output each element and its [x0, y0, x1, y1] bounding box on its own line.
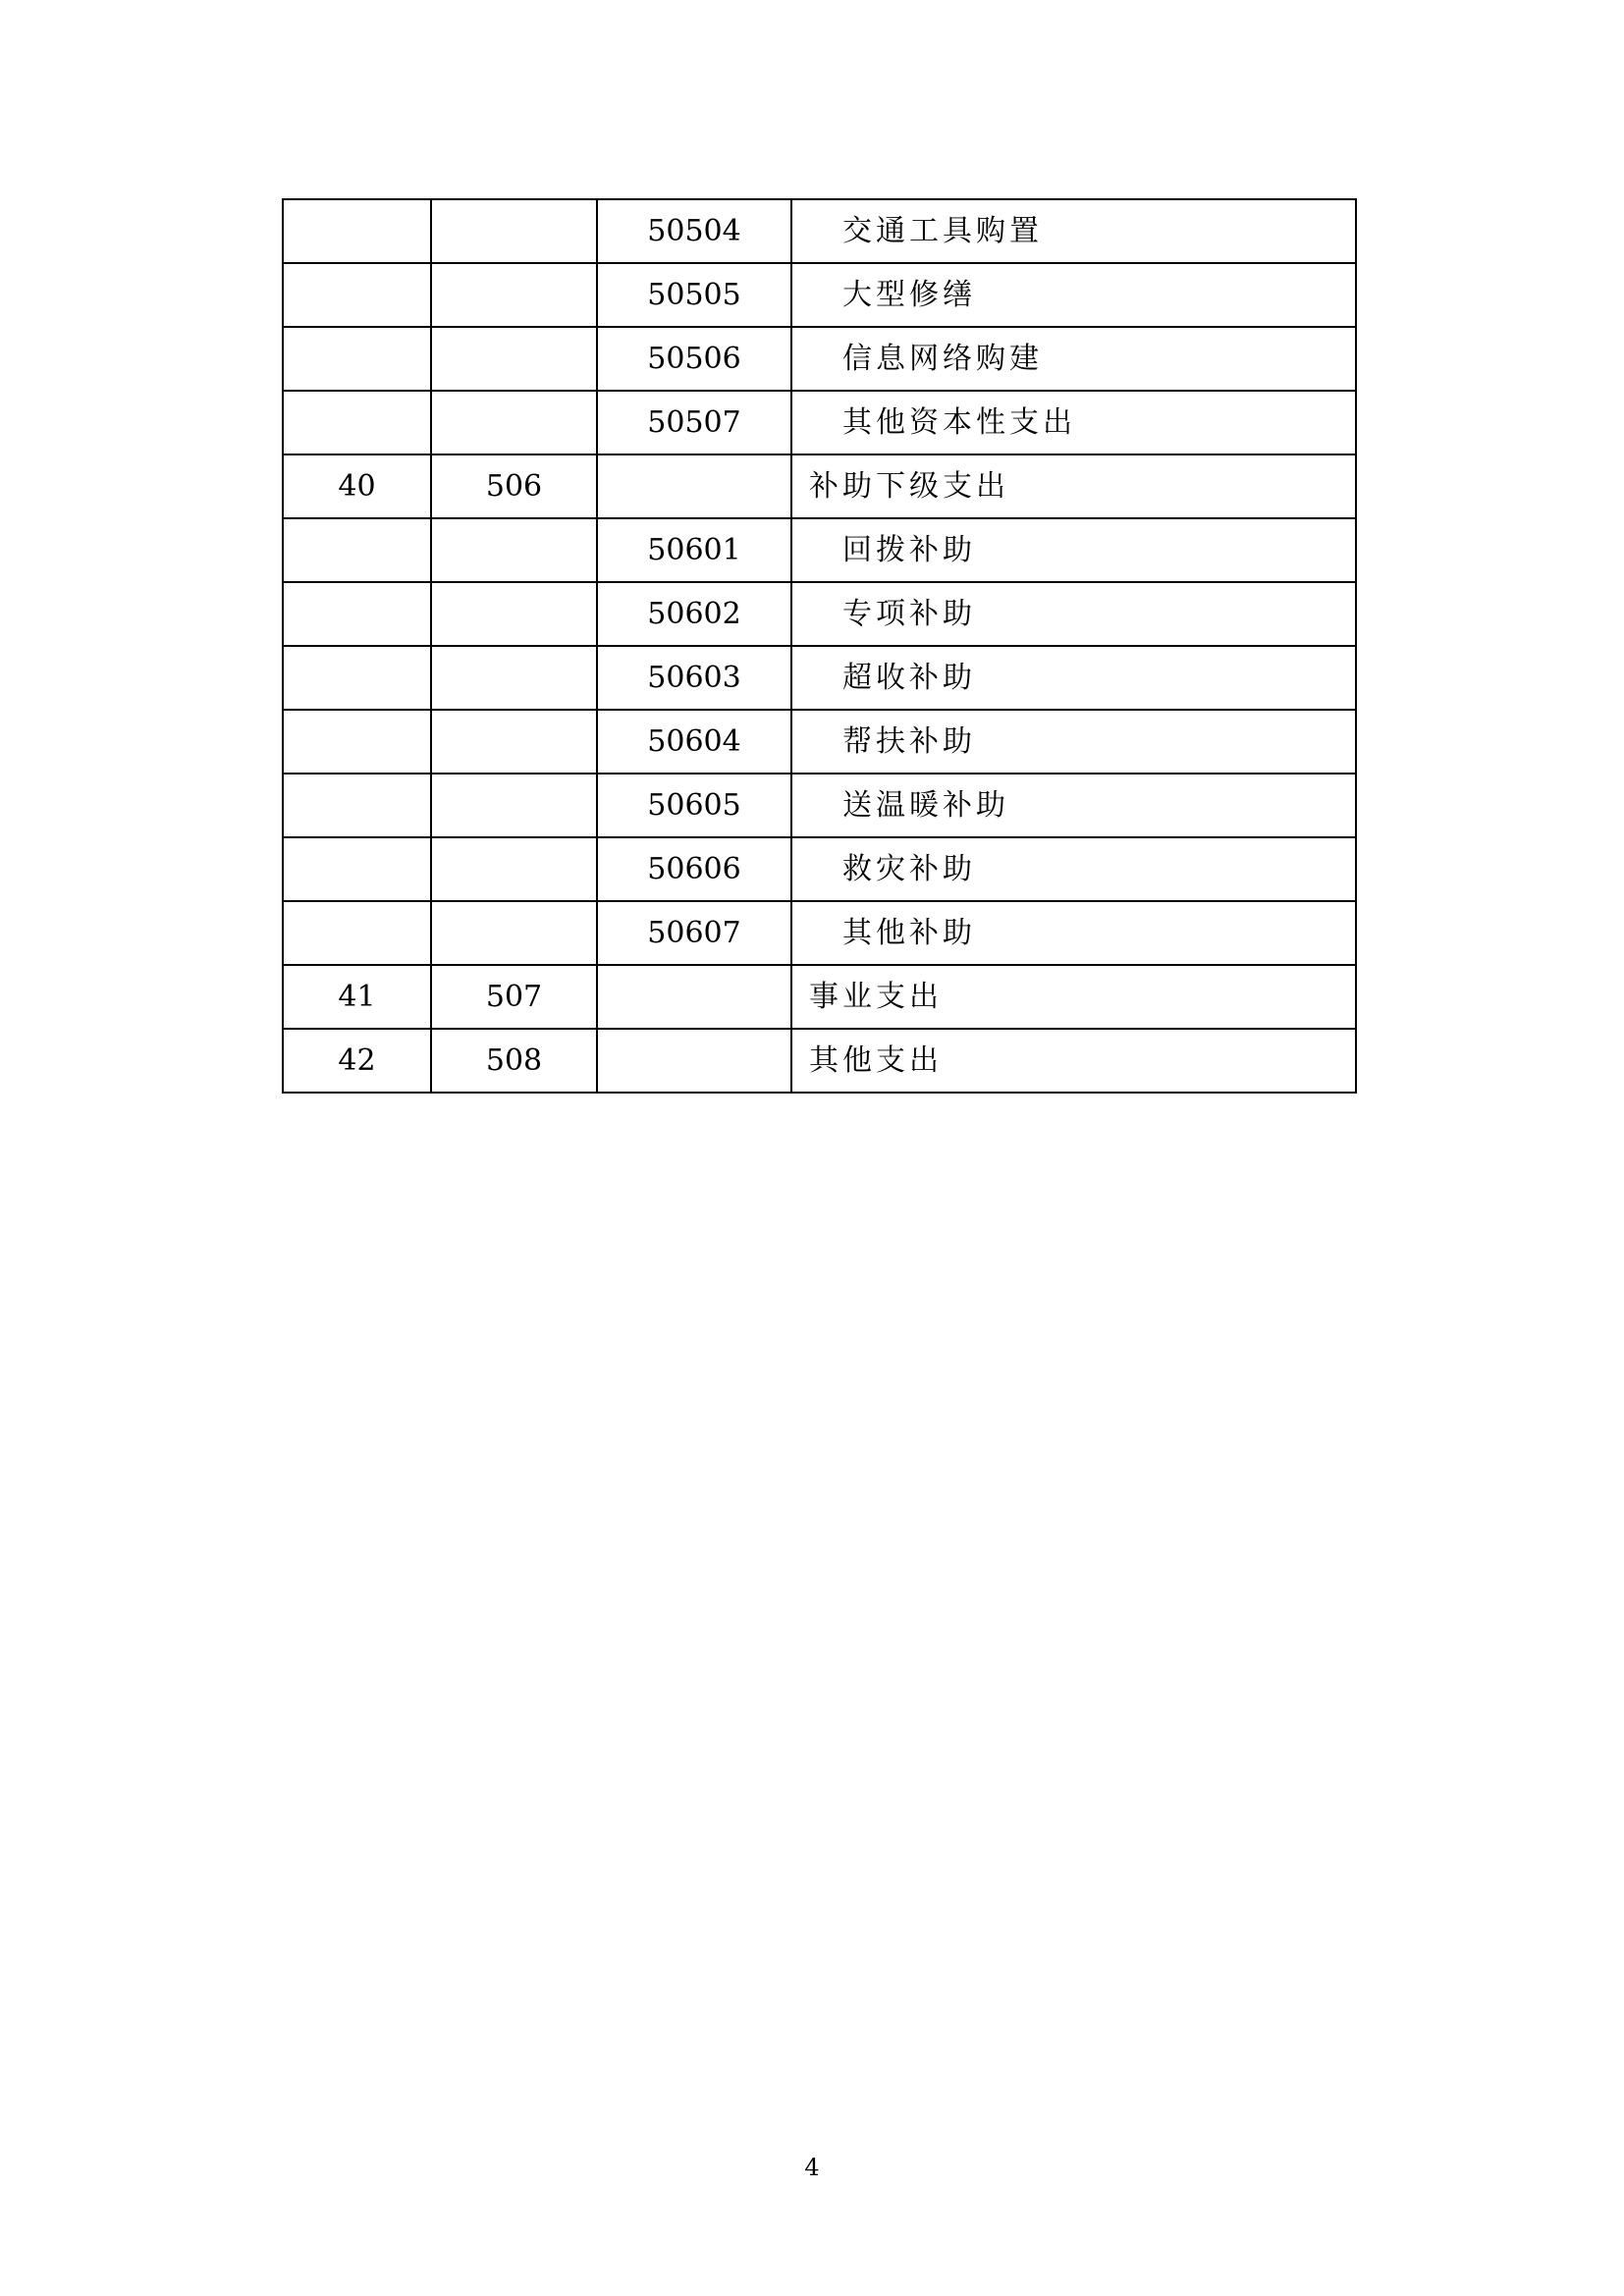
seq-cell — [283, 199, 431, 263]
subcode-cell: 50507 — [597, 391, 791, 454]
code-cell — [431, 582, 597, 646]
table-row — [283, 199, 1356, 263]
seq-cell: 42 — [283, 1029, 431, 1093]
code-cell — [431, 774, 597, 837]
code-cell — [431, 710, 597, 774]
table-row — [283, 518, 1356, 582]
subcode-cell: 50606 — [597, 837, 791, 901]
seq-cell — [283, 901, 431, 965]
code-cell: 507 — [431, 965, 597, 1029]
item-name-cell: 回拨补助 — [791, 518, 1356, 582]
code-cell — [431, 837, 597, 901]
subcode-cell: 50607 — [597, 901, 791, 965]
subcode-cell — [597, 965, 791, 1029]
seq-cell — [283, 518, 431, 582]
code-cell: 508 — [431, 1029, 597, 1093]
subcode-cell — [597, 1029, 791, 1093]
subcode-cell: 50602 — [597, 582, 791, 646]
item-name-cell: 其他补助 — [791, 901, 1356, 965]
seq-cell — [283, 327, 431, 391]
item-name-cell: 信息网络购建 — [791, 327, 1356, 391]
code-cell: 506 — [431, 454, 597, 518]
subcode-cell: 50603 — [597, 646, 791, 710]
code-cell — [431, 263, 597, 327]
code-cell — [431, 646, 597, 710]
subcode-cell — [597, 454, 791, 518]
code-cell — [431, 518, 597, 582]
code-cell — [431, 901, 597, 965]
table-row — [283, 391, 1356, 454]
subcode-cell: 50604 — [597, 710, 791, 774]
table-row — [283, 837, 1356, 901]
item-name-cell: 大型修缮 — [791, 263, 1356, 327]
code-cell — [431, 391, 597, 454]
table-row — [283, 1029, 1356, 1093]
table-row — [283, 582, 1356, 646]
table-row — [283, 646, 1356, 710]
seq-cell — [283, 837, 431, 901]
subcode-cell: 50601 — [597, 518, 791, 582]
item-name-cell: 其他资本性支出 — [791, 391, 1356, 454]
table-row — [283, 263, 1356, 327]
subcode-cell: 50504 — [597, 199, 791, 263]
item-name-cell: 事业支出 — [791, 965, 1356, 1029]
seq-cell — [283, 646, 431, 710]
seq-cell — [283, 582, 431, 646]
seq-cell — [283, 263, 431, 327]
seq-cell — [283, 774, 431, 837]
code-cell — [431, 199, 597, 263]
subcode-cell: 50506 — [597, 327, 791, 391]
table-row — [283, 454, 1356, 518]
item-name-cell: 超收补助 — [791, 646, 1356, 710]
item-name-cell: 送温暖补助 — [791, 774, 1356, 837]
item-name-cell: 交通工具购置 — [791, 199, 1356, 263]
subcode-cell: 50505 — [597, 263, 791, 327]
subcode-cell: 50605 — [597, 774, 791, 837]
item-name-cell: 专项补助 — [791, 582, 1356, 646]
seq-cell: 41 — [283, 965, 431, 1029]
seq-cell — [283, 710, 431, 774]
item-name-cell: 补助下级支出 — [791, 454, 1356, 518]
code-cell — [431, 327, 597, 391]
table-row — [283, 901, 1356, 965]
seq-cell: 40 — [283, 454, 431, 518]
page-number: 4 — [804, 2154, 820, 2181]
table-row — [283, 965, 1356, 1029]
item-name-cell: 帮扶补助 — [791, 710, 1356, 774]
table-body — [283, 199, 1356, 1093]
seq-cell — [283, 391, 431, 454]
table-row — [283, 774, 1356, 837]
budget-classification-table — [282, 198, 1357, 1094]
table-row — [283, 327, 1356, 391]
item-name-cell: 救灾补助 — [791, 837, 1356, 901]
table-row — [283, 710, 1356, 774]
item-name-cell: 其他支出 — [791, 1029, 1356, 1093]
